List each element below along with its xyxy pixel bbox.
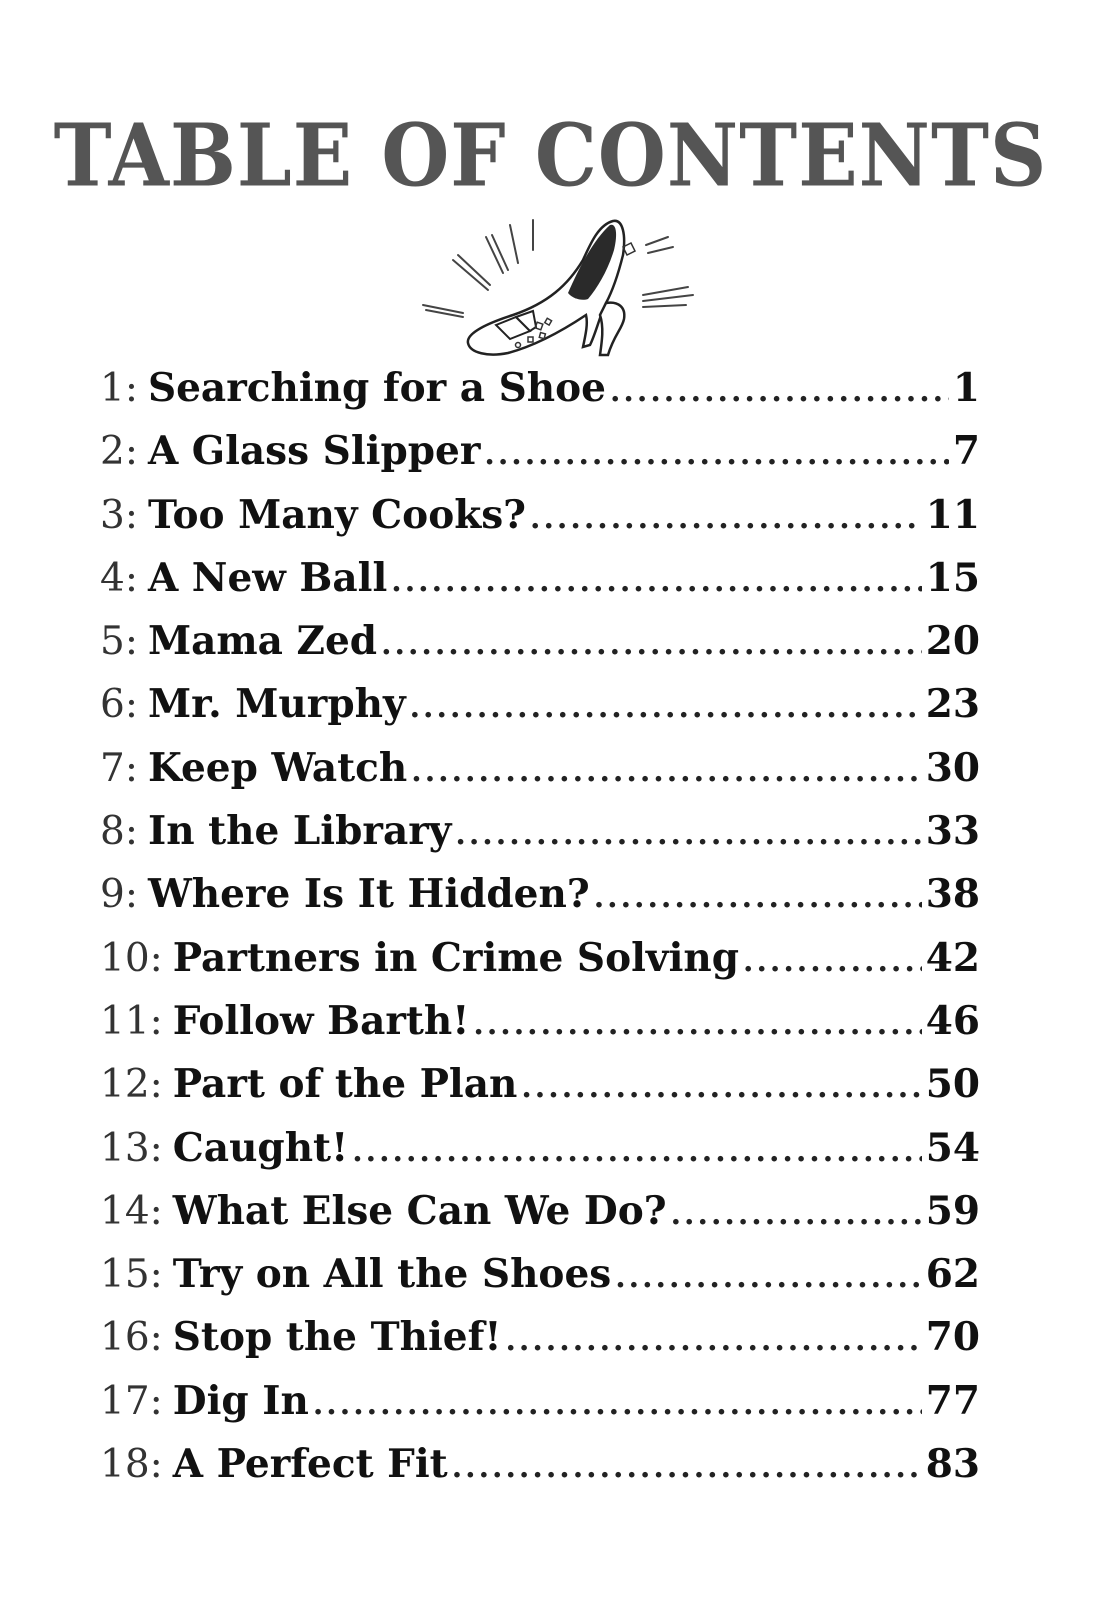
- chapter-page: 11: [925, 491, 980, 538]
- chapter-title: In the Library: [147, 808, 452, 855]
- chapter-title: A Perfect Fit: [172, 1441, 448, 1488]
- chapter-title: Where Is It Hidden?: [147, 871, 590, 918]
- dot-leader: [411, 740, 921, 803]
- chapter-number: 10:: [100, 935, 163, 981]
- chapter-page: 46: [925, 997, 980, 1044]
- dot-leader: [410, 676, 922, 739]
- dot-leader: [615, 1246, 922, 1309]
- chapter-page: 38: [925, 871, 980, 918]
- toc-entry-13[interactable]: [100, 1117, 980, 1180]
- chapter-page: 20: [925, 618, 980, 665]
- toc-entry-3[interactable]: [100, 484, 980, 547]
- chapter-title: Keep Watch: [147, 744, 408, 791]
- chapter-title: Stop the Thief!: [172, 1314, 502, 1361]
- toc-entry-10[interactable]: [100, 927, 980, 990]
- dot-leader: [743, 930, 922, 993]
- dot-leader: [671, 1183, 922, 1246]
- dot-leader: [352, 1120, 922, 1183]
- toc-entry-6[interactable]: [100, 673, 980, 736]
- chapter-title: A Glass Slipper: [147, 428, 481, 475]
- dot-leader: [452, 1436, 922, 1499]
- chapter-number: 18:: [100, 1442, 163, 1488]
- chapter-number: 8:: [100, 809, 138, 855]
- toc-entry-2[interactable]: [100, 420, 980, 483]
- page-title: TABLE OF CONTENTS: [53, 106, 1048, 207]
- chapter-number: 11:: [100, 998, 163, 1044]
- chapter-page: 62: [925, 1251, 980, 1298]
- toc-entry-17[interactable]: [100, 1370, 980, 1433]
- chapter-number: 5:: [100, 619, 138, 665]
- chapter-number: 15:: [100, 1252, 163, 1298]
- chapter-page: 30: [925, 744, 980, 791]
- chapter-page: 54: [925, 1124, 980, 1171]
- dot-leader: [473, 993, 921, 1056]
- chapter-number: 1:: [100, 366, 138, 411]
- chapter-title: Try on All the Shoes: [172, 1251, 612, 1298]
- toc-entry-14[interactable]: [100, 1180, 980, 1243]
- chapter-number: 13:: [100, 1125, 163, 1171]
- toc-entry-5[interactable]: [100, 610, 980, 673]
- toc-entry-15[interactable]: [100, 1243, 980, 1306]
- chapter-page: 59: [925, 1187, 980, 1234]
- dot-leader: [313, 1373, 922, 1436]
- chapter-page: 77: [925, 1377, 980, 1424]
- chapter-title: A New Ball: [147, 554, 388, 601]
- chapter-title: Follow Barth!: [172, 997, 470, 1044]
- toc-entry-16[interactable]: [100, 1306, 980, 1369]
- dot-leader: [594, 866, 922, 929]
- chapter-page: 42: [925, 934, 980, 981]
- dot-leader: [521, 1056, 921, 1119]
- dot-leader: [505, 1309, 921, 1372]
- chapter-number: 4:: [100, 555, 138, 601]
- dot-leader: [530, 487, 922, 550]
- chapter-page: 7: [952, 428, 980, 475]
- chapter-number: 7:: [100, 745, 138, 791]
- chapter-page: 1: [952, 365, 980, 411]
- chapter-title: Dig In: [172, 1377, 309, 1424]
- toc-entry-18[interactable]: [100, 1433, 980, 1496]
- chapter-number: 12:: [100, 1062, 163, 1108]
- chapter-page: 23: [925, 681, 980, 728]
- chapter-title: Partners in Crime Solving: [172, 934, 740, 981]
- toc-entry-1[interactable]: [100, 357, 980, 420]
- chapter-number: 16:: [100, 1315, 163, 1361]
- chapter-title: Searching for a Shoe: [147, 365, 606, 411]
- dot-leader: [391, 550, 921, 613]
- chapter-title: Too Many Cooks?: [147, 491, 527, 538]
- chapter-page: 50: [925, 1061, 980, 1108]
- chapter-number: 17:: [100, 1378, 163, 1424]
- glass-slipper-icon: [418, 215, 703, 365]
- chapter-title: Mr. Murphy: [147, 681, 406, 728]
- chapter-page: 70: [925, 1314, 980, 1361]
- dot-leader: [381, 613, 922, 676]
- dot-leader: [455, 803, 921, 866]
- dot-leader: [610, 360, 949, 423]
- toc-entry-9[interactable]: [100, 863, 980, 926]
- toc-entry-8[interactable]: [100, 800, 980, 863]
- chapter-number: 3:: [100, 492, 138, 538]
- chapter-number: 9:: [100, 872, 138, 918]
- chapter-page: 83: [925, 1441, 980, 1488]
- chapter-number: 2:: [100, 429, 138, 475]
- chapter-number: 14:: [100, 1188, 163, 1234]
- toc-list: [100, 357, 980, 1496]
- chapter-title: What Else Can We Do?: [172, 1187, 667, 1234]
- chapter-title: Mama Zed: [147, 618, 378, 665]
- toc-entry-11[interactable]: [100, 990, 980, 1053]
- toc-entry-4[interactable]: [100, 547, 980, 610]
- toc-entry-7[interactable]: [100, 737, 980, 800]
- chapter-number: 6:: [100, 682, 138, 728]
- dot-leader: [484, 423, 948, 486]
- chapter-page: 15: [925, 554, 980, 601]
- chapter-title: Caught!: [172, 1124, 349, 1171]
- chapter-page: 33: [925, 808, 980, 855]
- toc-entry-12[interactable]: [100, 1053, 980, 1116]
- chapter-title: Part of the Plan: [172, 1061, 518, 1108]
